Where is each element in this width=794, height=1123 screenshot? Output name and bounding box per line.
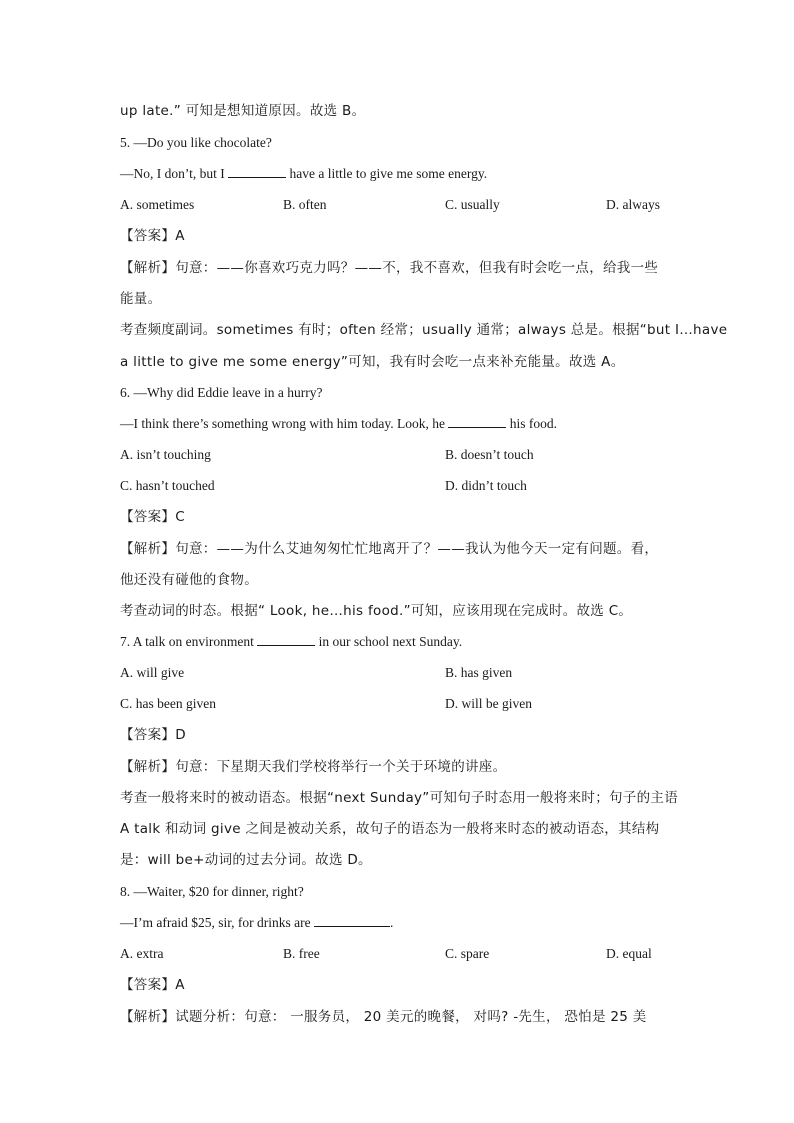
q6-option-b: B. doesn’t touch [445,447,534,462]
q6-explanation-1: 【解析】句意：——为什么艾迪匆匆忙忙地离开了？——我认为他今天一定有问题。看， [120,541,659,557]
q5-option-d: D. always [606,197,660,212]
q6-option-d: D. didn’t touch [445,478,527,493]
q5-explanation-2: 能量。 [120,291,162,307]
q8-stem: 8. —Waiter, $20 for dinner, right? [120,884,304,899]
q7-explanation-3: A talk 和动词 give 之间是被动关系，故句子的语态为一般将来时态的被动语态，其结构 [120,821,660,837]
q8-answer: 【答案】A [120,977,185,993]
q5-explanation-1: 【解析】句意：——你喜欢巧克力吗？——不，我不喜欢，但我有时会吃一点，给我一些 [120,260,659,276]
q6-blank [448,415,506,428]
q8-blank [314,914,390,927]
q8-option-c: C. spare [445,946,490,961]
q7-option-a: A. will give [120,665,185,680]
q7-stem [120,632,462,652]
q6-stem: 6. —Why did Eddie leave in a hurry? [120,385,323,400]
q8-option-d: D. equal [606,946,652,961]
q5-option-b: B. often [283,197,327,212]
q5-option-a: A. sometimes [120,197,195,212]
q6-sentence-part2: his food. [506,416,557,431]
q5-blank [228,165,286,178]
q5-sentence-part2: have a little to give me some energy. [286,166,488,181]
q6-sentence-part1: —I think there’s something wrong with him today. Look, he [120,416,449,431]
q6-sentence [120,414,557,434]
q7-stem-part1: 7. A talk on environment [120,634,258,649]
q8-option-b: B. free [283,946,320,961]
q5-option-c: C. usually [445,197,500,212]
q5-answer: 【答案】A [120,228,185,244]
q8-explanation-1: 【解析】试题分析：句意： 一服务员， 20 美元的晚餐， 对吗? -先生， 恐怕是 25 美 [120,1009,647,1025]
q6-explanation-3: 考查动词的时态。根据“ Look, he…his food.”可知，应该用现在完成时。故选 C。 [120,603,633,619]
q8-sentence-part2: . [390,915,394,930]
q7-explanation-4: 是：will be+动词的过去分词。故选 D。 [120,852,372,868]
q7-option-b: B. has given [445,665,513,680]
prev-explanation-tail: up late.” 可知是想知道原因。故选 B。 [120,103,366,119]
q8-sentence [120,913,393,933]
q7-answer: 【答案】D [120,727,186,743]
q8-sentence-part1: —I’m afraid $25, sir, for drinks are [120,915,315,930]
q7-blank [257,633,315,646]
q6-answer: 【答案】C [120,509,185,525]
q7-option-c: C. has been given [120,696,216,711]
q5-explanation-4: a little to give me some energy”可知，我有时会吃一点来补充能量。故选 A。 [120,354,625,370]
q7-explanation-1: 【解析】句意：下星期天我们学校将举行一个关于环境的讲座。 [120,759,507,775]
q6-explanation-2: 他还没有碰他的食物。 [120,572,258,588]
q6-option-c: C. hasn’t touched [120,478,215,493]
q5-explanation-3: 考查频度副词。sometimes 有时；often 经常；usually 通常；always 总是。根据“but I…have [120,322,728,338]
q7-explanation-2: 考查一般将来时的被动语态。根据“next Sunday”可知句子时态用一般将来时；句子的主语 [120,790,678,806]
q7-option-d: D. will be given [445,696,532,711]
q5-sentence-part1: —No, I don’t, but I [120,166,229,181]
q7-stem-part2: in our school next Sunday. [315,634,463,649]
q5-stem: 5. —Do you like chocolate? [120,135,272,150]
q6-option-a: A. isn’t touching [120,447,211,462]
q5-sentence [120,164,487,184]
q8-option-a: A. extra [120,946,164,961]
